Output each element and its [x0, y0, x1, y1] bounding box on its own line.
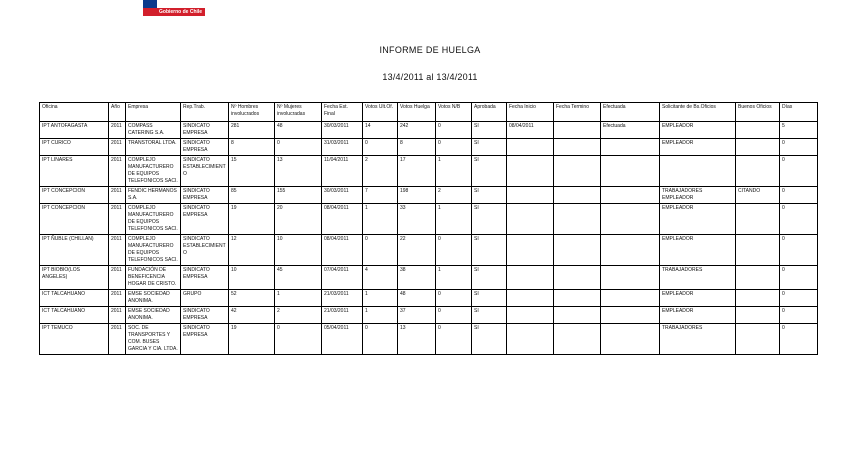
table-row [40, 204, 818, 235]
table-cell: 45 [275, 266, 322, 290]
table-cell [601, 235, 660, 266]
table-cell [554, 187, 601, 204]
table-row [40, 307, 818, 324]
table-cell [736, 324, 780, 355]
table-cell: TRABAJADORES [660, 266, 736, 290]
table-cell: 08/04/2011 [507, 122, 554, 139]
column-header: Votos N/B [436, 103, 472, 122]
table-cell: IPT CONCEPCION [40, 187, 109, 204]
table-cell: 0 [436, 324, 472, 355]
table-cell: SINDICATO EMPRESA [181, 139, 229, 156]
table-cell: EMPLEADOR [660, 307, 736, 324]
table-cell: SI [472, 156, 507, 187]
table-cell: 2 [275, 307, 322, 324]
table-cell [507, 204, 554, 235]
table-cell: 20 [275, 204, 322, 235]
table-cell: 13 [398, 324, 436, 355]
table-cell: 2011 [109, 324, 126, 355]
table-cell: SINDICATO EMPRESA [181, 187, 229, 204]
table-cell: SI [472, 266, 507, 290]
table-cell: 08/04/2011 [322, 204, 363, 235]
table-cell: SI [472, 307, 507, 324]
column-header: Nº Mujeres involucradas [275, 103, 322, 122]
table-cell [554, 204, 601, 235]
table-cell [554, 307, 601, 324]
column-header: Días [780, 103, 818, 122]
column-header: Efectuada [601, 103, 660, 122]
table-cell: 0 [363, 139, 398, 156]
table-cell: 19 [229, 204, 275, 235]
table-cell: 281 [229, 122, 275, 139]
table-cell: 0 [275, 324, 322, 355]
table-cell: 4 [363, 266, 398, 290]
column-header: Empresa [126, 103, 181, 122]
table-cell: GRUPO [181, 290, 229, 307]
table-cell: 30/03/2011 [322, 122, 363, 139]
table-cell [601, 290, 660, 307]
table-cell: EMPLEADOR [660, 139, 736, 156]
table-cell [736, 139, 780, 156]
table-row [40, 290, 818, 307]
table-cell: 2011 [109, 307, 126, 324]
table-cell: FUNDACIÓN DE BENEFICENCIA HOGAR DE CRISTO. [126, 266, 181, 290]
table-cell: SINDICATO ESTABLECIMIENTO [181, 156, 229, 187]
table-cell: 2011 [109, 235, 126, 266]
table-row [40, 324, 818, 355]
table-cell: 0 [780, 266, 818, 290]
table-cell: SI [472, 235, 507, 266]
logo-blue-block [143, 0, 157, 8]
table-cell: 10 [229, 266, 275, 290]
table-cell: SINDICATO EMPRESA [181, 307, 229, 324]
column-header: Aprobada [472, 103, 507, 122]
table-cell [736, 307, 780, 324]
table-cell [736, 204, 780, 235]
table-cell: 22 [398, 235, 436, 266]
table-cell [554, 290, 601, 307]
table-cell: 1 [363, 204, 398, 235]
table-cell: 0 [436, 139, 472, 156]
table-cell: 0 [436, 290, 472, 307]
table-cell: SOC. DE TRANSPORTES Y COM. BUSES GARCIA Y CIA. LTDA. [126, 324, 181, 355]
table-header-row [40, 103, 818, 122]
table-cell: 14 [363, 122, 398, 139]
table-cell: 7 [363, 187, 398, 204]
table-cell: 31/03/2011 [322, 139, 363, 156]
table-cell: 85 [229, 187, 275, 204]
column-header: Rep.Trab. [181, 103, 229, 122]
table-cell: 1 [363, 307, 398, 324]
table-cell [601, 307, 660, 324]
gobierno-logo [143, 0, 205, 16]
logo-text: Gobierno de Chile [159, 9, 203, 15]
table-cell [507, 187, 554, 204]
table-cell: IPT CONCEPCION [40, 204, 109, 235]
table-cell: 30/03/2011 [322, 187, 363, 204]
report-date-range: 13/4/2011 al 13/4/2011 [382, 72, 478, 82]
table-cell: SINDICATO EMPRESA [181, 266, 229, 290]
column-header: Fecha Inicio [507, 103, 554, 122]
table-cell: 42 [229, 307, 275, 324]
table-cell: SINDICATO EMPRESA [181, 204, 229, 235]
column-header: Votos Ult.Of. [363, 103, 398, 122]
table-cell [601, 204, 660, 235]
table-cell: 05/04/2011 [322, 324, 363, 355]
table-cell: Efectuada [601, 122, 660, 139]
table-cell [507, 266, 554, 290]
table-cell: 11/04/2011 [322, 156, 363, 187]
table-cell: TRABAJADORES EMPLEADOR [660, 187, 736, 204]
table-cell: EMSE SOCIEDAD ANONIMA. [126, 307, 181, 324]
table-cell: 5 [780, 122, 818, 139]
table-row [40, 122, 818, 139]
table-cell: 0 [780, 187, 818, 204]
table-cell: 0 [780, 235, 818, 266]
table-cell [507, 324, 554, 355]
table-cell: COMPLEJO MANUFACTURERO DE EQUIPOS TELEFONICOS SACI. [126, 204, 181, 235]
table-cell: 1 [436, 266, 472, 290]
table-cell [601, 266, 660, 290]
table-cell: 0 [436, 307, 472, 324]
table-cell [507, 307, 554, 324]
column-header: Buenos Oficios [736, 103, 780, 122]
table-cell: 2 [363, 156, 398, 187]
table-row [40, 139, 818, 156]
table-cell: 2011 [109, 139, 126, 156]
table-cell: 1 [363, 290, 398, 307]
column-header: Fecha Termino [554, 103, 601, 122]
column-header: Nº Hombres involucrados [229, 103, 275, 122]
table-cell [507, 235, 554, 266]
table-cell: COMPLEJO MANUFACTURERO DE EQUIPOS TELEFONICOS SACI. [126, 156, 181, 187]
table-cell: 1 [436, 156, 472, 187]
table-cell [601, 156, 660, 187]
table-cell: 07/04/2011 [322, 266, 363, 290]
table-cell: 2011 [109, 156, 126, 187]
table-cell: IPT ANTOFAGASTA [40, 122, 109, 139]
table-cell [601, 139, 660, 156]
table-cell: 0 [363, 324, 398, 355]
table-cell [601, 324, 660, 355]
table-cell: 242 [398, 122, 436, 139]
table-cell: 0 [436, 235, 472, 266]
report-title: INFORME DE HUELGA [379, 45, 481, 55]
table-cell [601, 187, 660, 204]
table-cell: 0 [780, 290, 818, 307]
strike-report-table [39, 102, 818, 355]
table-cell [736, 156, 780, 187]
table-row [40, 235, 818, 266]
table-cell [554, 324, 601, 355]
column-header: Oficina [40, 103, 109, 122]
table-cell: TRANSTORAL LTDA. [126, 139, 181, 156]
table-cell: 48 [275, 122, 322, 139]
table-cell: SI [472, 122, 507, 139]
table-cell: TRABAJADORES [660, 324, 736, 355]
table-cell: IPT ÑUBLE (CHILLAN) [40, 235, 109, 266]
table-cell: IPT TEMUCO [40, 324, 109, 355]
table-cell: 0 [436, 122, 472, 139]
table-cell [736, 290, 780, 307]
table-cell [507, 139, 554, 156]
table-cell: IPT CURICO [40, 139, 109, 156]
table-cell: COMPLEJO MANUFACTURERO DE EQUIPOS TELEFONICOS SACI. [126, 235, 181, 266]
column-header: Votos Huelga [398, 103, 436, 122]
table-cell: ICT TALCAHUANO [40, 307, 109, 324]
table-row [40, 156, 818, 187]
table-cell: 8 [398, 139, 436, 156]
table-cell: 0 [275, 139, 322, 156]
table-cell: 33 [398, 204, 436, 235]
table-cell: 0 [780, 156, 818, 187]
table-cell: 12 [229, 235, 275, 266]
table-cell [554, 266, 601, 290]
table-cell: 0 [780, 204, 818, 235]
table-cell: 2011 [109, 122, 126, 139]
table-cell: 19 [229, 324, 275, 355]
table-cell: EMPLEADOR [660, 122, 736, 139]
table-cell: EMPLEADOR [660, 290, 736, 307]
table-cell: FENDIC HERMANOS S.A. [126, 187, 181, 204]
table-cell: 08/04/2011 [322, 235, 363, 266]
table-cell: ICT TALCAHUANO [40, 290, 109, 307]
table-cell: SINDICATO EMPRESA [181, 122, 229, 139]
table-cell: IPT LINARES [40, 156, 109, 187]
table-cell: 38 [398, 266, 436, 290]
table-cell: 2011 [109, 187, 126, 204]
table-cell: SI [472, 290, 507, 307]
table-cell: 0 [780, 324, 818, 355]
table-cell: 52 [229, 290, 275, 307]
table-cell: 0 [780, 307, 818, 324]
table-cell: 8 [229, 139, 275, 156]
table-cell [736, 266, 780, 290]
table-cell [736, 122, 780, 139]
table-cell: 48 [398, 290, 436, 307]
table-cell [736, 235, 780, 266]
table-cell: 21/03/2011 [322, 290, 363, 307]
table-cell: EMPLEADOR [660, 235, 736, 266]
column-header: Solicitante de Bs.Oficios [660, 103, 736, 122]
table-cell: SI [472, 139, 507, 156]
table-cell: 21/03/2011 [322, 307, 363, 324]
table-cell: 0 [363, 235, 398, 266]
table-cell: 198 [398, 187, 436, 204]
table-cell: IPT BIOBIO(LOS ANGELES) [40, 266, 109, 290]
table-cell: 10 [275, 235, 322, 266]
table-cell: 155 [275, 187, 322, 204]
table-cell [507, 290, 554, 307]
table-cell: CITANDO [736, 187, 780, 204]
table-cell: 1 [436, 204, 472, 235]
column-header: Año [109, 103, 126, 122]
table-cell [554, 156, 601, 187]
table-cell: SINDICATO EMPRESA [181, 324, 229, 355]
table-cell: EMSE SOCIEDAD ANONIMA. [126, 290, 181, 307]
table-cell: 37 [398, 307, 436, 324]
table-cell [554, 235, 601, 266]
table-cell: 2011 [109, 266, 126, 290]
table-cell: SI [472, 324, 507, 355]
table-cell: 15 [229, 156, 275, 187]
table-cell: SI [472, 187, 507, 204]
table-cell: SINDICATO ESTABLECIMIENTO [181, 235, 229, 266]
table-cell: 1 [275, 290, 322, 307]
table-cell [507, 156, 554, 187]
table-cell: 17 [398, 156, 436, 187]
table-cell: SI [472, 204, 507, 235]
table-cell: COMPASS CATERING S.A. [126, 122, 181, 139]
table-cell [554, 122, 601, 139]
table-cell: 2011 [109, 290, 126, 307]
table-cell: 2 [436, 187, 472, 204]
table-cell: 0 [780, 139, 818, 156]
table-cell: 2011 [109, 204, 126, 235]
table-cell [660, 156, 736, 187]
table-row [40, 187, 818, 204]
table-cell [554, 139, 601, 156]
table-row [40, 266, 818, 290]
table-cell: EMPLEADOR [660, 204, 736, 235]
table-cell: 13 [275, 156, 322, 187]
column-header: Fecha Est. Final [322, 103, 363, 122]
